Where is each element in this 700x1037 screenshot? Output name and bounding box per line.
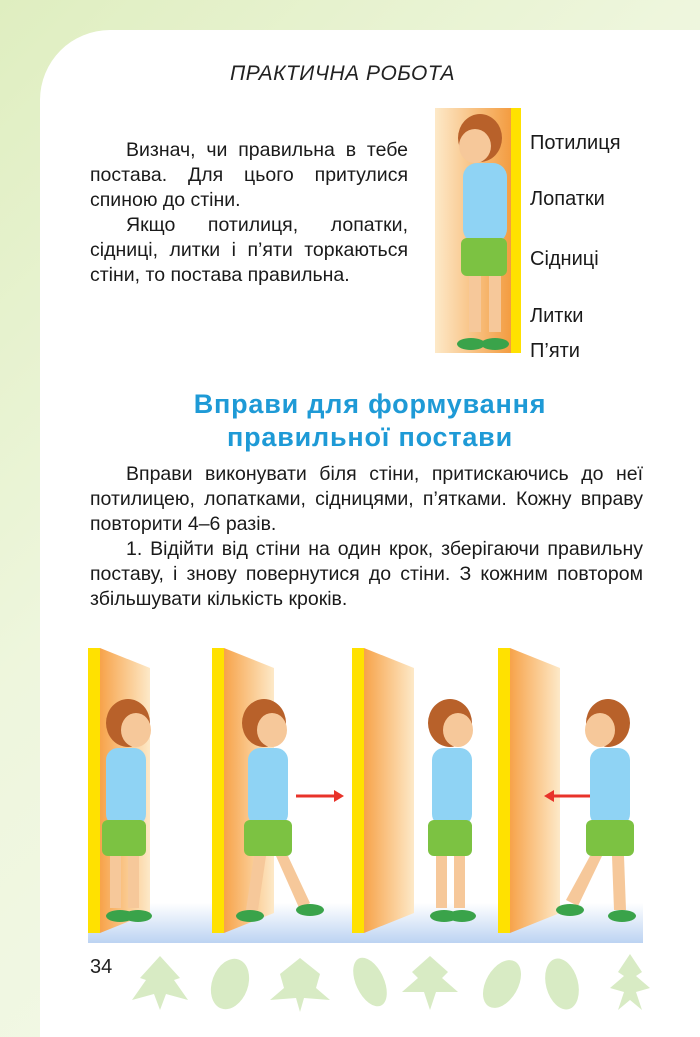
exercise-paragraph-1: Вправи виконувати біля стіни, притискаючись до неї потилицею, лопатками, сідницями, п’ятками. Кожну вправу повторити 4–6 разів. [90,463,643,535]
birch-leaf-icon [346,953,393,1012]
boy-figure-4 [556,699,636,922]
section-heading-line-2: правильної постави [227,422,513,452]
boy-figure-2 [236,699,324,922]
maple-leaf-icon [270,958,330,1012]
oak-leaf-icon [475,953,529,1014]
leaf-decoration [130,948,690,1018]
exercise-steps-illustration [88,648,643,943]
boy-figure-3 [428,699,476,922]
label-occiput: Потилиця [530,132,621,154]
chestnut-leaf-icon [402,956,458,1010]
label-shoulder-blades: Лопатки [530,188,605,210]
arrow-right-icon [296,790,344,802]
linden-leaf-icon [540,955,584,1014]
intro-text [90,138,408,288]
page-number: 34 [90,956,113,978]
oak-leaf-icon [204,953,256,1014]
rowan-leaf-icon [610,954,650,1010]
section-heading-line-1: Вправи для формування [193,389,547,419]
posture-check-illustration [425,108,535,358]
intro-paragraph-2: Якщо потилиця, лопатки, сідниці, литки і п’яти торкаються стіни, то постава правильна. [90,214,408,286]
arrow-left-icon [544,790,592,802]
label-heels: П’яти [530,340,580,362]
intro-paragraph-1: Визнач, чи правильна в тебе постава. Для цього притулися спиною до стіни. [90,139,408,211]
exercise-paragraph-2: 1. Відійти від стіни на один крок, зберігаючи правильну поставу, і знову повернутися до стіни. З кожним повтором збільшувати кількість кроків. [90,538,643,610]
exercise-text [90,462,643,612]
label-buttocks: Сідниці [530,248,599,270]
maple-leaf-icon [132,956,188,1010]
practical-work-title: ПРАКТИЧНА РОБОТА [230,62,455,85]
section-heading [110,388,630,454]
label-calves: Литки [530,305,584,327]
